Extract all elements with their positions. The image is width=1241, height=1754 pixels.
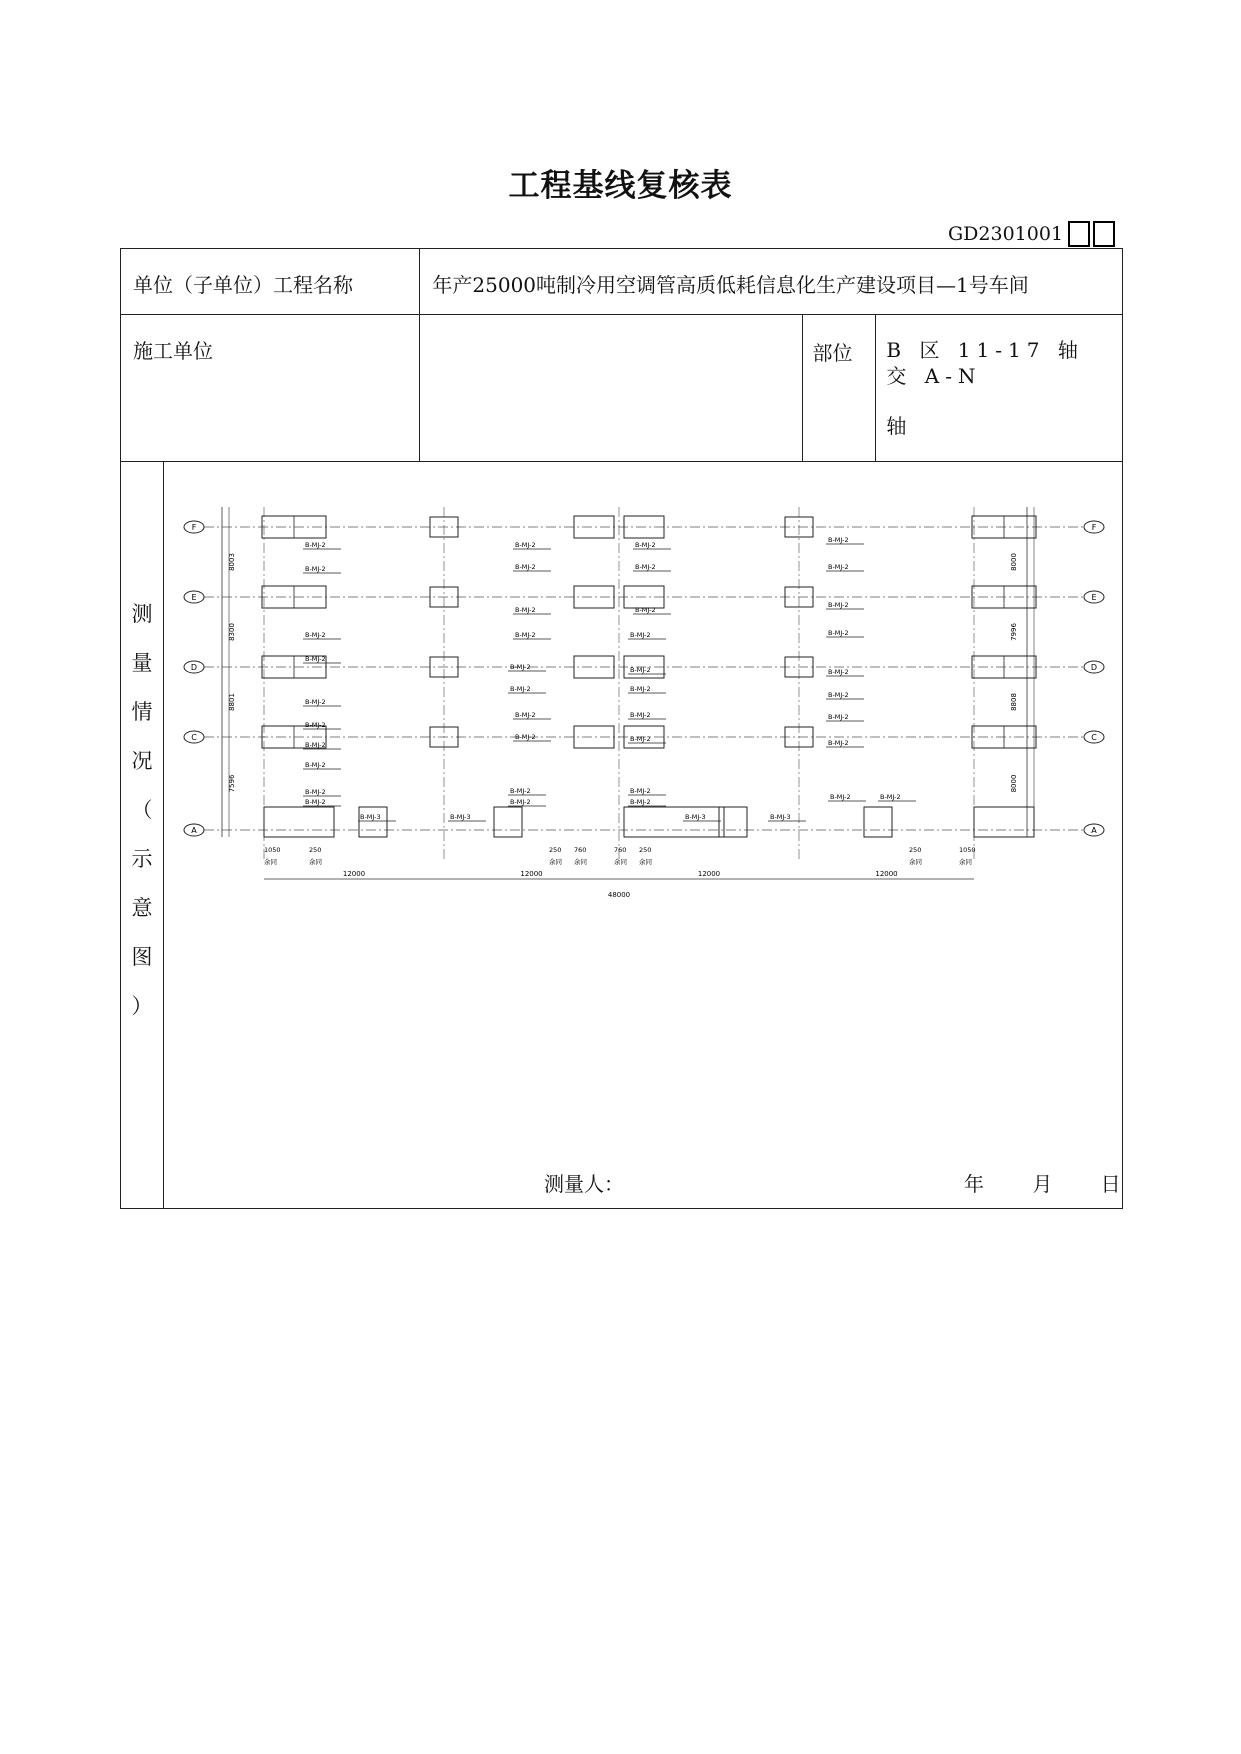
left-dim-value: 8003	[227, 553, 236, 571]
marker-label: B-MJ-3	[684, 813, 706, 821]
bottom-dim-value: 1050	[958, 846, 976, 854]
code-checkbox-1[interactable]	[1068, 221, 1090, 247]
total-span-value: 48000	[607, 891, 631, 899]
date-year: 年	[963, 1172, 984, 1196]
marker-label: B-MJ-2	[304, 798, 326, 806]
bottom-dim-value: 1050	[263, 846, 281, 854]
marker-label: B-MJ-2	[634, 541, 656, 549]
marker-label: B-MJ-2	[514, 711, 536, 719]
row-a-box	[359, 807, 387, 837]
axis-label-right: C	[1091, 733, 1097, 742]
marker-label: B-MJ-2	[634, 606, 656, 614]
marker-label: B-MJ-2	[629, 711, 651, 719]
bottom-dim-value: 760	[613, 846, 627, 854]
contractor-value[interactable]	[420, 315, 802, 462]
row-a-box	[494, 807, 522, 837]
marker-label: B-MJ-2	[509, 663, 531, 671]
marker-label: B-MJ-3	[769, 813, 791, 821]
survey-label-char: 意	[131, 896, 153, 920]
right-dim-value: 8000	[1009, 774, 1018, 793]
marker-label: B-MJ-2	[514, 733, 536, 741]
span-dim-value: 12000	[697, 870, 721, 878]
marker-label: B-MJ-2	[514, 606, 536, 614]
axis-label-left: C	[191, 733, 197, 742]
baseline-review-form	[120, 248, 1123, 1209]
marker-label: B-MJ-2	[879, 793, 901, 801]
marker-label: B-MJ-2	[514, 631, 536, 639]
marker-label: B-MJ-2	[827, 601, 849, 609]
marker-label: B-MJ-2	[827, 713, 849, 721]
marker-label: B-MJ-2	[629, 631, 651, 639]
span-dim-value: 12000	[875, 870, 898, 878]
marker-label: B-MJ-2	[304, 631, 326, 639]
marker-label: B-MJ-2	[629, 666, 651, 674]
bottom-dim-note: 余同	[573, 858, 587, 866]
survey-label-char: ）	[131, 994, 153, 1018]
marker-label: B-MJ-2	[829, 793, 851, 801]
right-dim-value: 7996	[1009, 623, 1018, 641]
marker-label: B-MJ-2	[634, 563, 656, 571]
axis-label-left: F	[191, 523, 197, 532]
marker-label: B-MJ-2	[827, 691, 849, 699]
left-dim-value: 8801	[227, 693, 236, 711]
axis-label-left: E	[191, 593, 197, 602]
survey-section-label	[121, 462, 164, 1209]
part-value[interactable]	[876, 315, 1123, 462]
survey-label-char: 图	[131, 945, 153, 969]
survey-label-char: 况	[131, 749, 153, 773]
survey-label-char: （	[131, 798, 153, 822]
bottom-dim-note: 余同	[308, 858, 322, 866]
row-a-box	[974, 807, 1034, 837]
bottom-dim-note: 余同	[638, 858, 652, 866]
marker-label: B-MJ-2	[629, 787, 651, 795]
marker-label: B-MJ-2	[827, 668, 849, 676]
marker-label: B-MJ-2	[629, 735, 651, 743]
project-name-value[interactable]: 年产25000吨制冷用空调管高质低耗信息化生产建设项目—1号车间	[420, 249, 1123, 315]
span-dim-value: 12000	[520, 870, 543, 878]
marker-label: B-MJ-2	[827, 536, 849, 544]
survey-label-char: 量	[131, 651, 153, 675]
survey-label-char: 示	[131, 847, 153, 871]
marker-label: B-MJ-2	[827, 563, 849, 571]
date-month: 月	[1032, 1172, 1053, 1196]
right-dim-value: 8808	[1009, 693, 1018, 711]
bottom-dim-value: 760	[573, 846, 587, 854]
marker-label: B-MJ-2	[509, 685, 531, 693]
bottom-dim-note: 余同	[908, 858, 922, 866]
contractor-label: 施工单位	[121, 315, 420, 462]
marker-label: B-MJ-2	[304, 655, 326, 663]
marker-label: B-MJ-3	[449, 813, 471, 821]
part-value-line1: B 区 11-17 轴交 A-N	[886, 338, 1084, 388]
row-a-box	[264, 807, 334, 837]
surveyor-label: 测量人：	[543, 1172, 624, 1196]
marker-label: B-MJ-2	[304, 741, 326, 749]
axis-label-right: F	[1091, 523, 1097, 532]
part-label: 部位	[802, 315, 876, 462]
survey-sketch-area	[163, 462, 1122, 1209]
document-title: 工程基线复核表	[508, 168, 733, 204]
part-value-line2: 轴	[886, 414, 907, 438]
marker-label: B-MJ-2	[629, 685, 651, 693]
bottom-dim-note: 余同	[548, 858, 562, 866]
survey-label-char: 测	[131, 602, 153, 626]
project-name-label: 单位（子单位）工程名称	[121, 249, 420, 315]
left-dim-value: 8300	[227, 623, 236, 641]
axis-label-right: A	[1091, 826, 1097, 835]
marker-label: B-MJ-2	[304, 565, 326, 573]
axis-label-right: E	[1091, 593, 1097, 602]
code-checkbox-2[interactable]	[1093, 221, 1115, 247]
marker-label: B-MJ-2	[304, 761, 326, 769]
marker-label: B-MJ-2	[827, 739, 849, 747]
right-dim-value: 8000	[1009, 553, 1018, 571]
row-a-box	[719, 807, 747, 837]
span-dim-value: 12000	[342, 870, 366, 878]
document-code-area	[948, 219, 1115, 249]
survey-label-char: 情	[131, 700, 153, 724]
bottom-dim-note: 余同	[613, 858, 627, 866]
marker-label: B-MJ-2	[827, 629, 849, 637]
bottom-dim-note: 余同	[958, 858, 972, 866]
marker-label: B-MJ-2	[514, 541, 536, 549]
document-code: GD2301001	[948, 223, 1064, 245]
marker-label: B-MJ-2	[304, 541, 326, 549]
marker-label: B-MJ-2	[509, 798, 531, 806]
marker-label: B-MJ-2	[304, 721, 326, 729]
date-field[interactable]	[964, 1168, 1121, 1197]
left-dim-value: 7596	[227, 774, 236, 793]
bottom-dim-value: 250	[638, 846, 652, 854]
date-day: 日	[1100, 1172, 1121, 1196]
row-a-box	[624, 807, 724, 837]
marker-label: B-MJ-2	[304, 788, 326, 796]
axis-label-right: D	[1090, 663, 1098, 672]
bottom-dim-value: 250	[908, 846, 922, 854]
bottom-dim-value: 250	[308, 846, 322, 854]
marker-label: B-MJ-2	[509, 787, 531, 795]
baseline-drawing	[174, 507, 1114, 899]
marker-label: B-MJ-2	[514, 563, 536, 571]
axis-label-left: D	[190, 663, 198, 672]
bottom-dim-value: 250	[548, 846, 562, 854]
marker-label: B-MJ-2	[629, 798, 651, 806]
axis-label-left: A	[191, 826, 197, 835]
bottom-dim-note: 余同	[263, 858, 277, 866]
marker-label: B-MJ-3	[359, 813, 381, 821]
marker-label: B-MJ-2	[304, 698, 326, 706]
row-a-box	[864, 807, 892, 837]
